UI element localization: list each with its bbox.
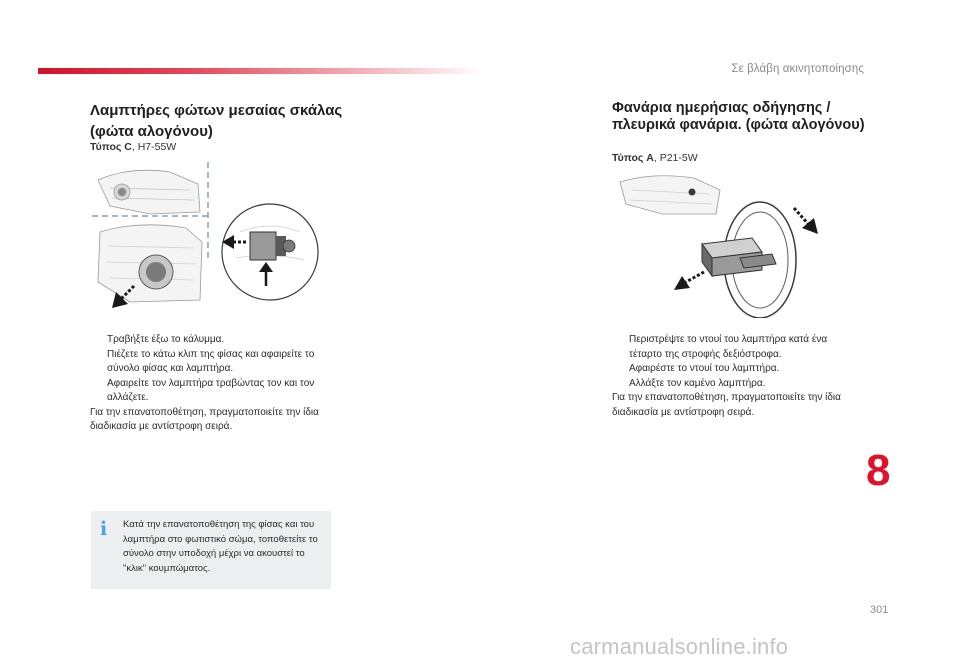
step-item: Αφαιρέστε το ντουί του λαμπτήρα. (629, 363, 780, 374)
header-accent-bar (38, 68, 483, 74)
right-type-label: Τύπος A (612, 152, 654, 164)
section-title: Σε βλάβη ακινητοποίησης (731, 63, 864, 75)
headlamp-upper-view (98, 170, 200, 214)
right-type-value: , P21-5W (653, 152, 698, 164)
chapter-number: 8 (866, 446, 891, 495)
refit-note: Για την επανατοποθέτηση, πραγματοποιείτε την ίδια διαδικασία με αντίστροφη σειρά. (612, 392, 841, 418)
right-steps (612, 333, 847, 420)
step-item: Πιέζετε το κάτω κλιπ της φίσας και αφαιρείτε το σύνολο φίσας και λαμπτήρα. (107, 348, 315, 374)
extract-arrow-shaft (686, 272, 704, 282)
left-steps (90, 333, 340, 435)
headlamp-thumbnail (620, 176, 720, 214)
right-heading: Φανάρια ημερήσιας οδήγησης / πλευρικά φανάρια. (φώτα αλογόνου) (612, 100, 865, 133)
page-number: 301 (870, 604, 889, 616)
info-box (91, 511, 331, 589)
left-type-value: , H7-55W (131, 141, 177, 153)
rotate-arrow-shaft (794, 208, 810, 226)
extract-arrow-head (674, 276, 690, 290)
info-icon: i (100, 518, 108, 540)
watermark: carmanualsonline.info (570, 634, 789, 659)
step-item: Τραβήξτε έξω το κάλυμμα. (107, 334, 225, 345)
step-item: Περιστρέψτε το ντουί του λαμπτήρα κατά ένα τέταρτο της στροφής δεξιόστροφα. (629, 334, 828, 360)
left-type-line (90, 141, 176, 153)
step-item: Αφαιρείτε τον λαμπτήρα τραβώντας τον και τον αλλάζετε. (107, 377, 315, 403)
refit-note: Για την επανατοποθέτηση, πραγματοποιείτε την ίδια διαδικασία με αντίστροφη σειρά. (90, 406, 319, 432)
connector-block (250, 232, 276, 260)
low-beam-bulb-illustration (90, 162, 330, 317)
info-text: Κατά την επανατοποθέτηση της φίσας και του λαμπτήρα στο φωτιστικό σώμα, τοποθετείτε το σύνολο στην υποδοχή μέχρι να ακουστεί το "κλικ" κουμπώματος. (123, 519, 318, 574)
right-type-line (612, 152, 698, 164)
step-item: Αλλάξτε τον καμένο λαμπτήρα. (629, 377, 766, 389)
daytime-light-bulb-illustration (612, 168, 842, 318)
left-heading: Λαμπτήρες φώτων μεσαίας σκάλας (φώτα αλογόνου) (90, 102, 343, 140)
left-type-label: Τύπος C (90, 141, 132, 153)
headlamp-lower-view (98, 225, 202, 302)
